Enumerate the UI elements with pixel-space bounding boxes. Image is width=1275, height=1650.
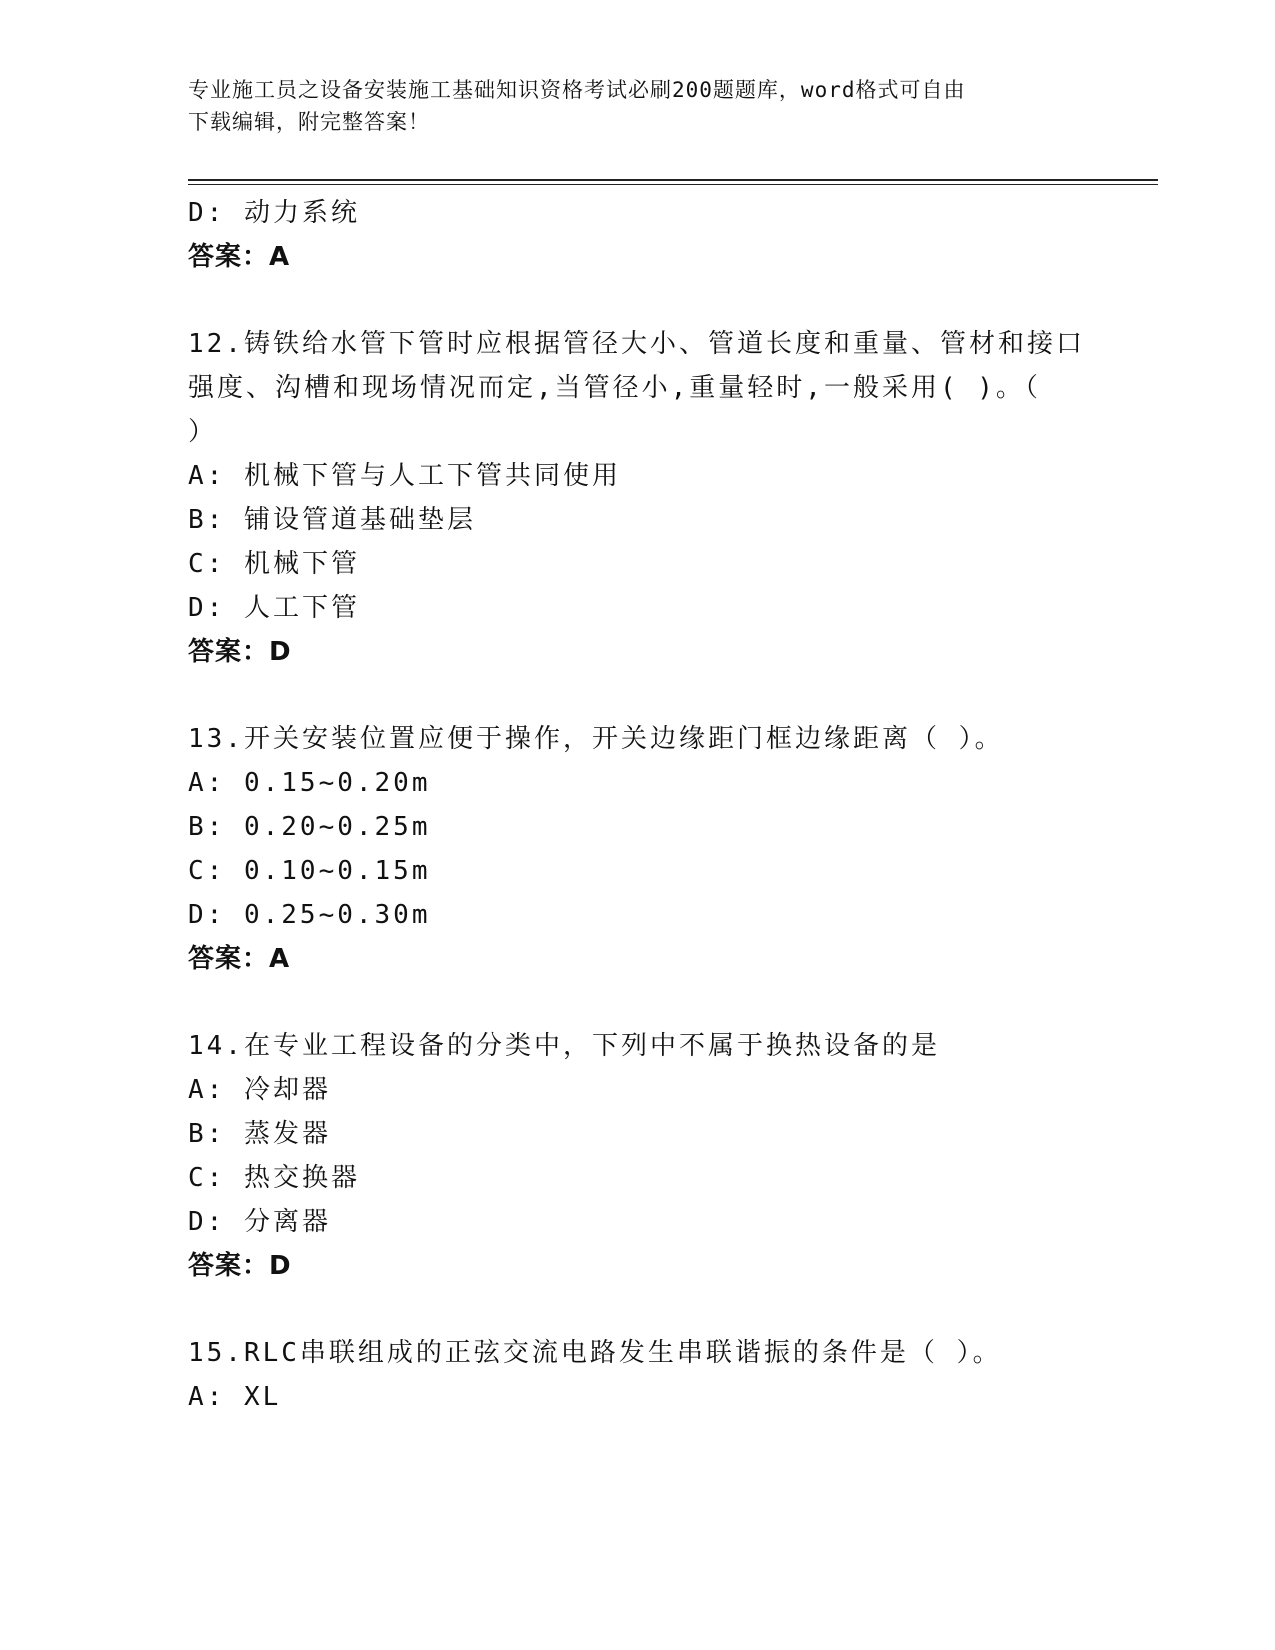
q12-answer: 答案：D [188,637,292,667]
q15-stem: 15.RLC串联组成的正弦交流电路发生串联谐振的条件是（ ）。 [188,1338,1002,1368]
q13-option-d: D: 0.25~0.30m [188,900,431,930]
q13-option-c: C: 0.10~0.15m [188,856,431,886]
q13-answer: 答案：A [188,944,291,974]
q12-stem-line-2: 强度、沟槽和现场情况而定,当管径小,重量轻时,一般采用( )。（ [188,373,1041,403]
q12-option-d: D: 人工下管 [188,593,360,623]
q12-stem-line-1: 12.铸铁给水管下管时应根据管径大小、管道长度和重量、管材和接口 [188,329,1085,359]
q14-option-d: D: 分离器 [188,1207,331,1237]
q12-option-a: A: 机械下管与人工下管共同使用 [188,461,621,491]
q11-option-d: D: 动力系统 [188,198,360,228]
header-divider-thick [188,179,1158,181]
q14-option-a: A: 冷却器 [188,1075,331,1105]
q14-option-c: C: 热交换器 [188,1163,360,1193]
q13-option-b: B: 0.20~0.25m [188,812,431,842]
document-header [188,74,1088,138]
header-divider-thin [188,184,1158,185]
q12-stem-line-3: ） [188,417,218,447]
q14-answer: 答案：D [188,1251,292,1281]
header-line-1: 专业施工员之设备安装施工基础知识资格考试必刷200题题库，word格式可自由 [188,78,966,102]
header-line-2: 下载编辑，附完整答案！ [188,110,430,134]
q14-stem: 14.在专业工程设备的分类中，下列中不属于换热设备的是 [188,1031,940,1061]
q12-option-b: B: 铺设管道基础垫层 [188,505,476,535]
q12-option-c: C: 机械下管 [188,549,360,579]
q15-option-a: A: XL [188,1382,282,1412]
q13-option-a: A: 0.15~0.20m [188,768,431,798]
q14-option-b: B: 蒸发器 [188,1119,331,1149]
q13-stem: 13.开关安装位置应便于操作，开关边缘距门框边缘距离（ ）。 [188,724,1004,754]
q11-answer: 答案：A [188,242,291,272]
